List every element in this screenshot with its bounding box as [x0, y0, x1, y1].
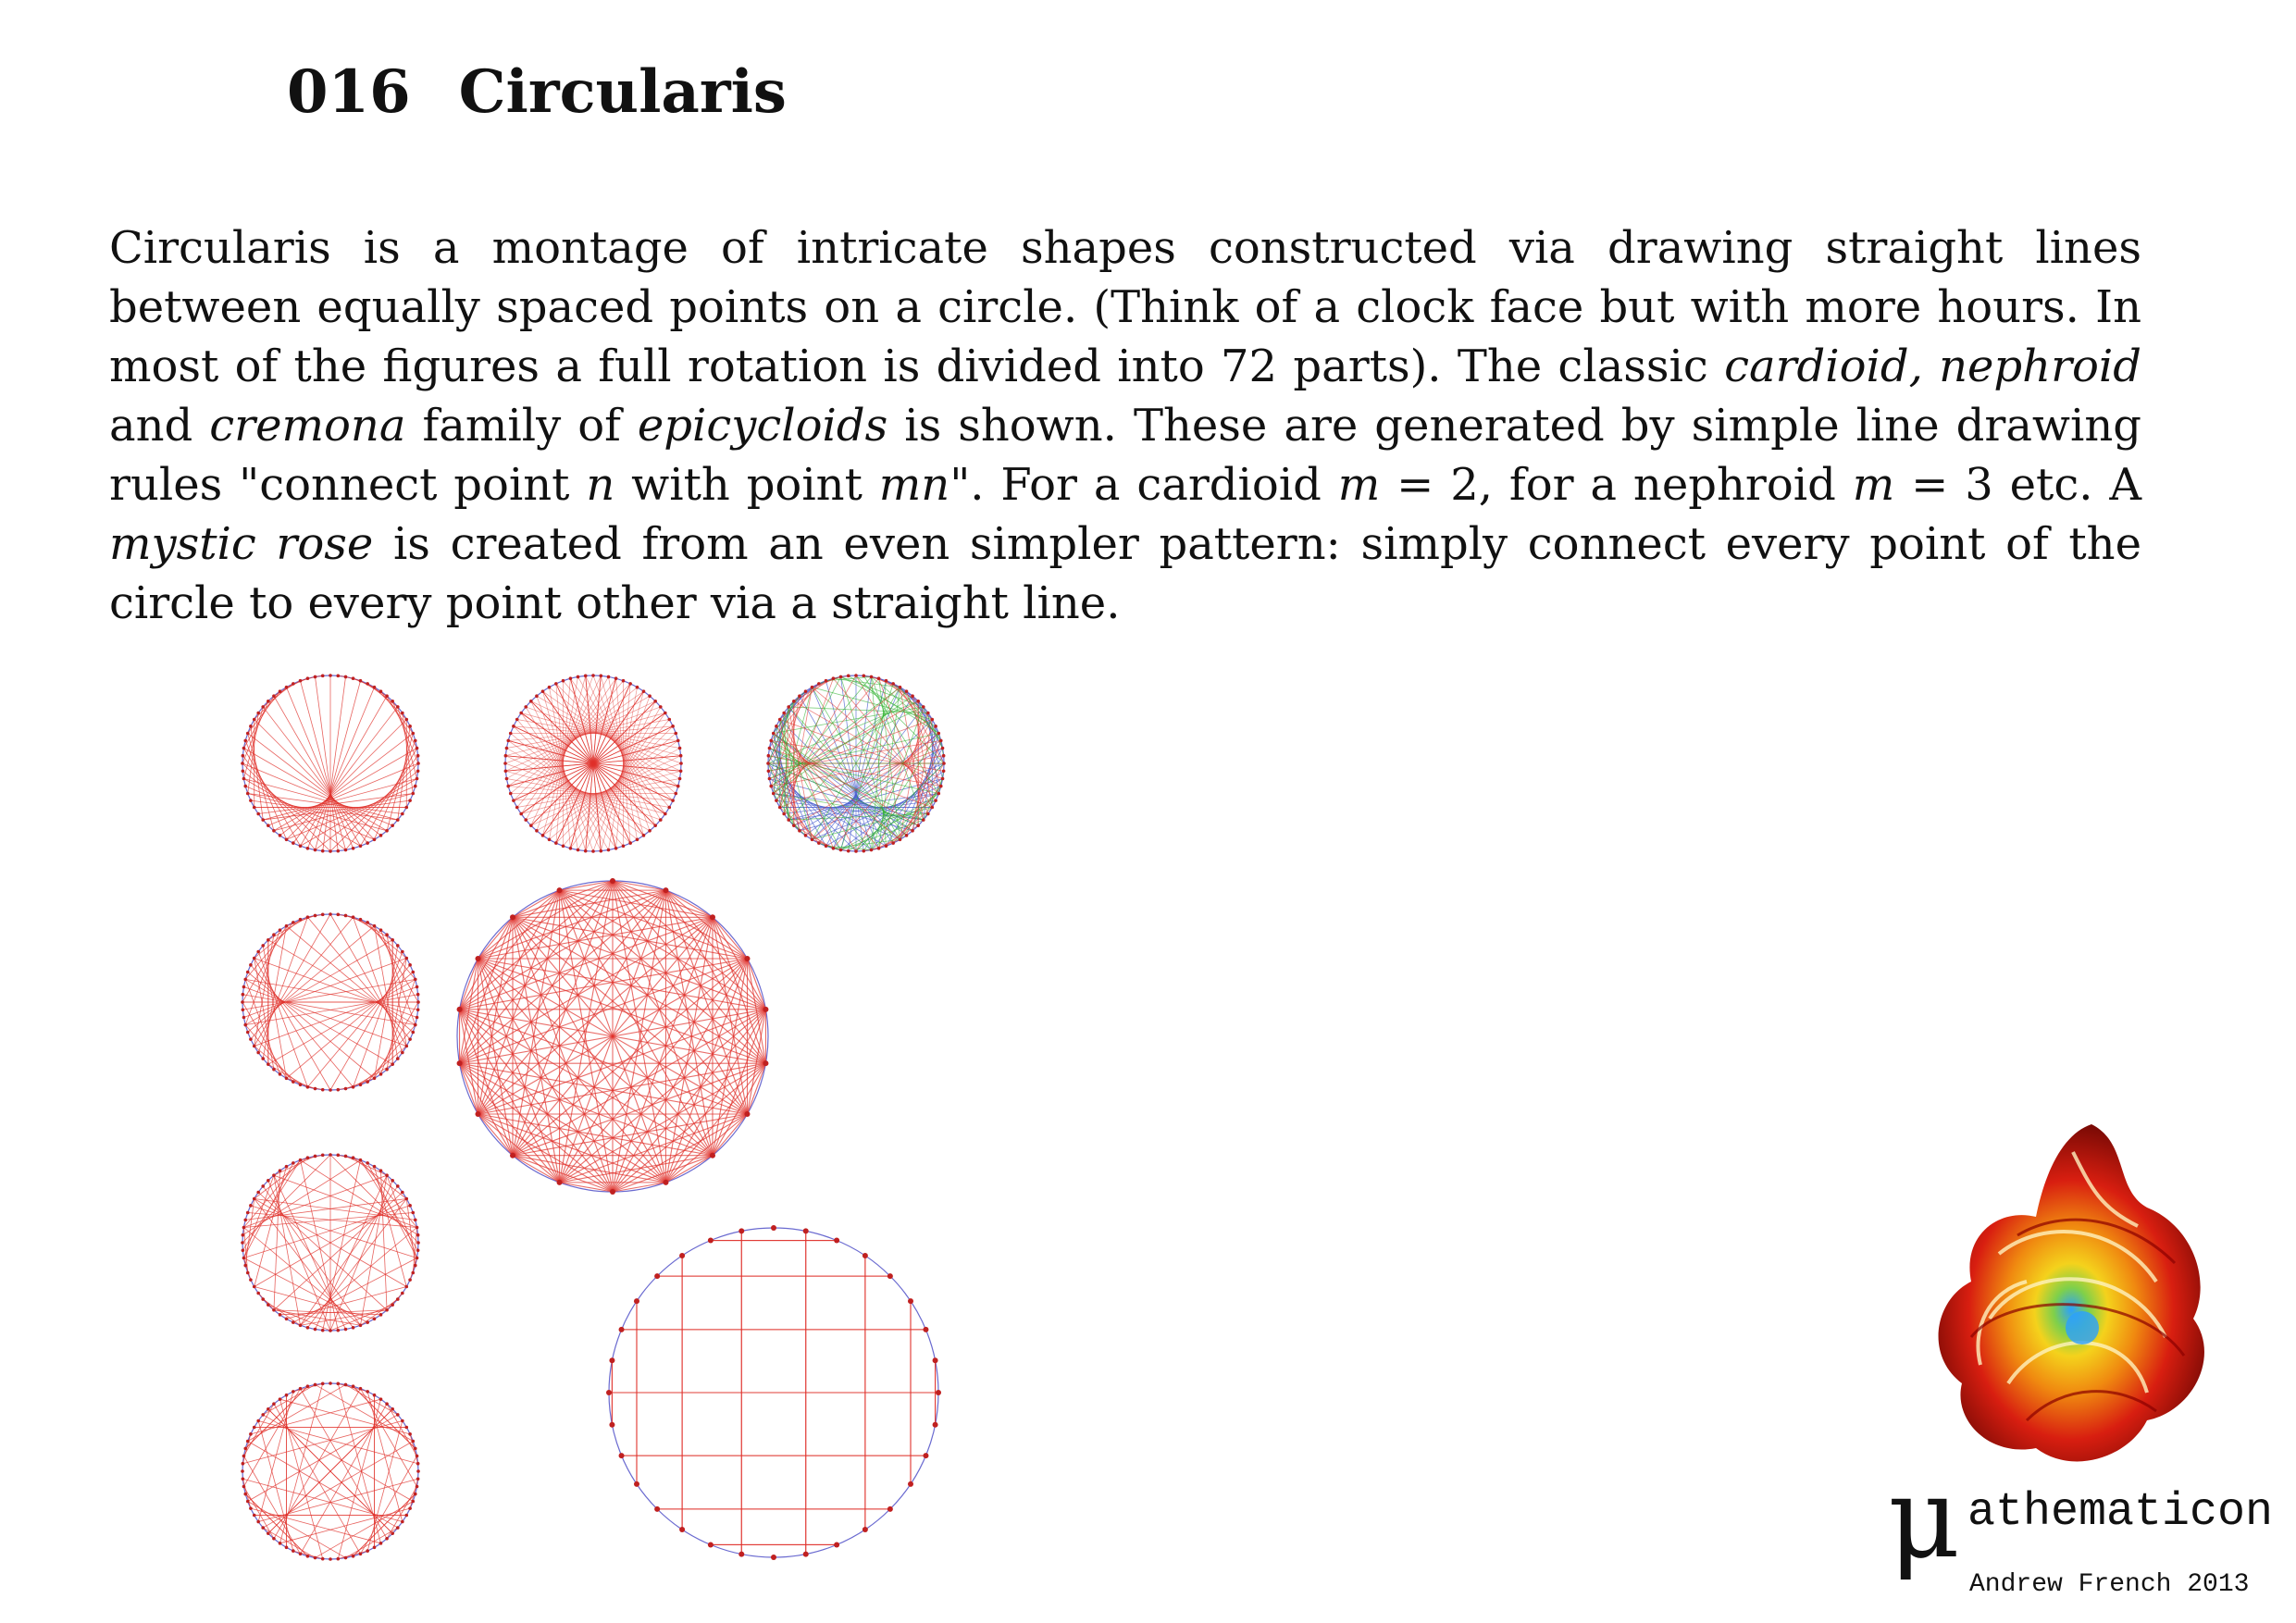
- term-mystic-rose: mystic rose: [109, 518, 374, 570]
- math-m: m: [1852, 459, 1895, 511]
- term-epicycloids: epicycloids: [637, 400, 888, 452]
- text-run: with point: [614, 459, 879, 511]
- figure-cremona-5: [241, 1381, 420, 1561]
- section-title: Circularis: [458, 57, 787, 127]
- figure-cremona-4: [241, 1153, 420, 1332]
- brand-wordmark: [1888, 1455, 2277, 1583]
- figure-cardioid: [241, 674, 420, 853]
- text-run: is shown. These are generated by simple line drawing rules "connect point: [109, 400, 2142, 511]
- figure-nephroid: [241, 912, 420, 1092]
- text-run: and: [109, 400, 210, 452]
- text-run: is created from an even simpler pattern: simply connect every point of the circle to every point other via a straight line.: [109, 518, 2141, 629]
- author-credit: Andrew French 2013: [1969, 1570, 2250, 1599]
- section-number: 016: [287, 57, 411, 127]
- math-mn: mn: [878, 459, 950, 511]
- text-run: = 2, for a nephroid: [1380, 459, 1853, 511]
- text-run: family of: [405, 400, 638, 452]
- mathematicon-logo-art: [1916, 1106, 2230, 1494]
- mu-symbol: μ: [1888, 1455, 1960, 1583]
- term-cardioid: cardioid,: [1724, 341, 1923, 392]
- text-run: ". For a cardioid: [949, 459, 1338, 511]
- figure-star-pattern: [503, 674, 683, 853]
- term-nephroid: nephroid: [1939, 341, 2141, 392]
- figure-star-32: [606, 1225, 941, 1560]
- figure-multicolor-pattern: [766, 674, 946, 853]
- figure-mystic-rose: [457, 878, 769, 1195]
- math-m: m: [1337, 459, 1381, 511]
- text-run: = 3 etc. A: [1894, 459, 2142, 511]
- term-cremona: cremona: [209, 400, 406, 452]
- text-run: Circularis is a montage of intricate shapes constructed via drawing straight lines between equally spaced points on a circle. (Think of a clock face but with more hours. In most of the figures a full rotation is divided into 72 parts). The classic: [109, 222, 2141, 392]
- brand-name: athematicon: [1967, 1486, 2274, 1539]
- math-n: n: [586, 459, 615, 511]
